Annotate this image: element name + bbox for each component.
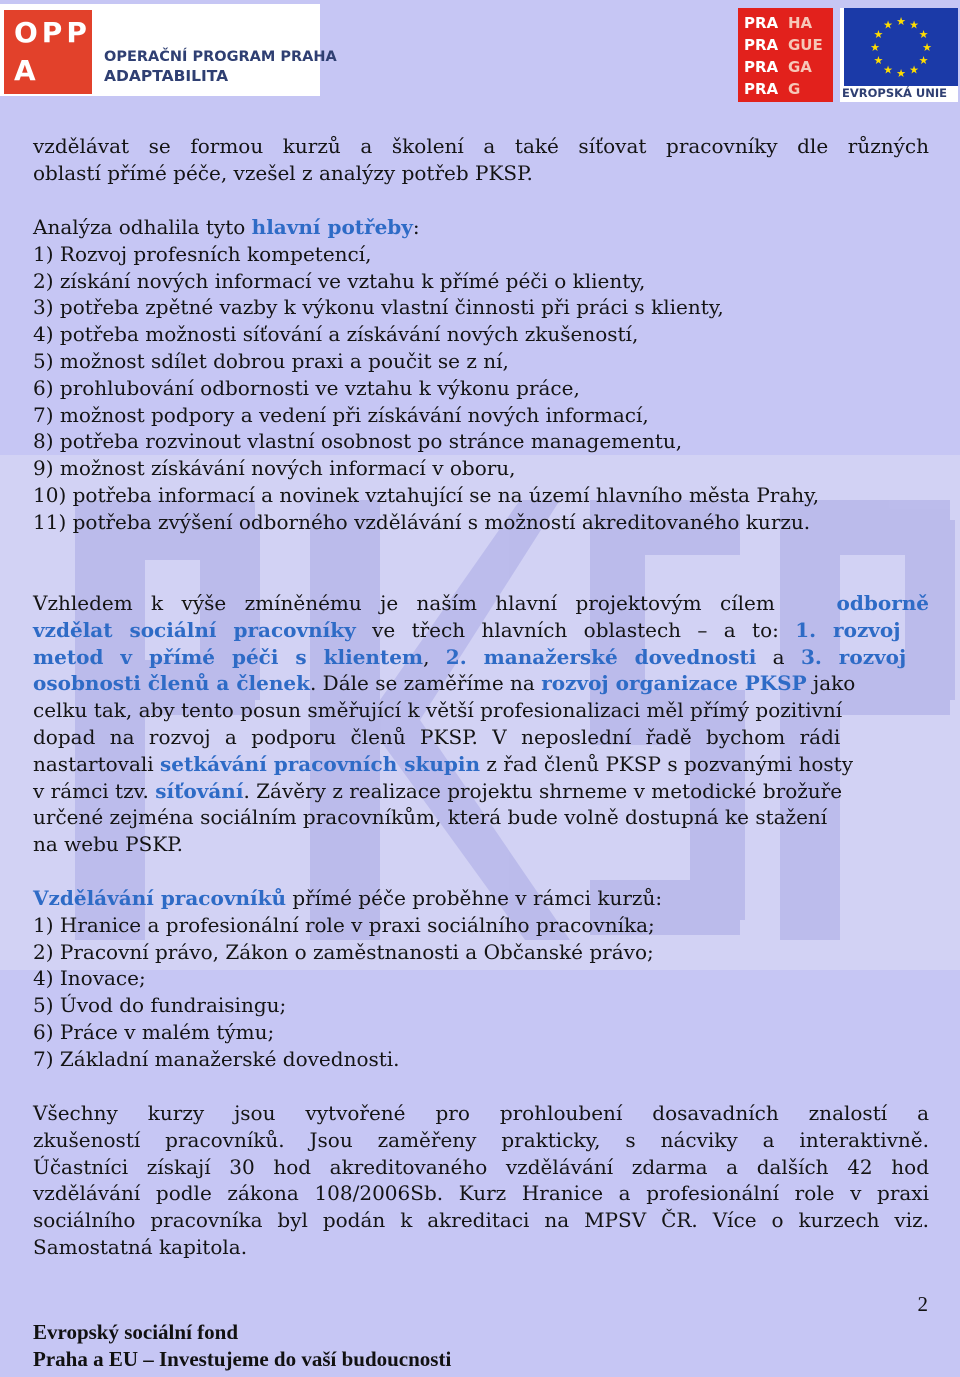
praha-logo-grid <box>744 12 832 100</box>
eu-star-icon: ★ <box>883 18 893 32</box>
praha-logo-row <box>744 56 832 78</box>
goal-line: v rámci tzv. síťování. Závěry z realizace projektu shrneme v metodické brožuře <box>33 778 843 803</box>
courses-list <box>33 912 929 1073</box>
footer-line2: Praha a EU – Investujeme do vaší budoucnosti <box>33 1347 452 1371</box>
eu-star-icon: ★ <box>883 63 893 77</box>
eu-star-icon: ★ <box>909 18 919 32</box>
needs-highlight: hlavní potřeby <box>251 215 413 239</box>
needs-lead: Analýza odhalila tyto hlavní potřeby: <box>33 215 420 239</box>
closing-line: vzdělávání podle zákona 108/2006Sb. Kurz Hranice a profesionální role v praxi <box>33 1181 929 1206</box>
eu-star-icon: ★ <box>909 63 919 77</box>
praha-logo-cell: PRA <box>744 58 779 76</box>
needs-list-item: 3) potřeba zpětné vazby k výkonu vlastní činnosti při práci s klienty, <box>33 295 724 320</box>
goal-line: osobnosti členů a členek. Dále se zaměříme na rozvoj organizace PKSP jako <box>33 671 856 696</box>
needs-list-item: 11) potřeba zvýšení odborného vzdělávání s možností akreditovaného kurzu. <box>33 509 811 534</box>
closing-line: Všechny kurzy jsou vytvořené pro prohloubení dosavadních znalostí a <box>33 1101 929 1125</box>
intro-line: vzdělávat se formou kurzů a školení a také síťovat pracovníky dle různých <box>33 134 929 158</box>
course-list-item: 5) Úvod do fundraisingu; <box>33 993 287 1018</box>
intro-paragraph <box>33 133 929 187</box>
praha-logo-row <box>744 34 832 56</box>
praha-logo-cell: GUE <box>788 36 823 54</box>
courses-lead: Vzdělávání pracovníků přímé péče proběhne v rámci kurzů: <box>33 886 663 910</box>
opp-logo-line2: ADAPTABILITA <box>104 67 229 85</box>
praha-logo-cell: PRA <box>744 80 779 98</box>
closing-line: zkušeností pracovníků. Jsou zaměřeny prakticky, s nácviky a interaktivně. <box>33 1127 929 1152</box>
eu-star-icon: ★ <box>922 41 932 54</box>
needs-list-item: 9) možnost získávání nových informací v oboru, <box>33 456 516 481</box>
courses-section <box>33 885 929 1073</box>
goal-line: Vzhledem k výše zmíněnému je naším hlavní projektovým cílem odborně <box>33 591 929 615</box>
needs-list-item: 7) možnost podpory a vedení při získávání nových informací, <box>33 402 649 427</box>
needs-list-item: 4) potřeba možnosti síťování a získávání nových zkušeností, <box>33 322 639 347</box>
opp-praha-adaptabilita-logo <box>0 4 337 96</box>
goal-line: určené zejména sociálním pracovníkům, která bude volně dostupná ke stažení <box>33 805 828 830</box>
eu-star-icon: ★ <box>873 54 884 67</box>
eu-logo-label: EVROPSKÁ UNIE <box>842 86 948 100</box>
praha-logo-cell: HA <box>788 14 813 32</box>
goal-line: celku tak, aby tento posun směřující k větší profesionalizaci měl přímý pozitivní <box>33 698 843 723</box>
goal-line: dopad na rozvoj a podporu členů PKSP. V neposlední řadě bychom rádi <box>33 724 841 749</box>
eu-star-icon: ★ <box>870 41 880 54</box>
eu-star-icon: ★ <box>918 54 929 67</box>
goal-line: nastartovali setkávání pracovních skupin z řad členů PKSP s pozvanými hosty <box>33 751 854 776</box>
needs-list-item: 1) Rozvoj profesních kompetencí, <box>33 241 372 266</box>
opp-logo-mark <box>4 10 92 94</box>
courses-highlight: Vzdělávání pracovníků <box>33 886 286 910</box>
praha-logo-cell: G <box>788 80 801 98</box>
praha-logo-row <box>744 12 832 34</box>
needs-list-item: 5) možnost sdílet dobrou praxi a poučit se z ní, <box>33 348 509 373</box>
eu-star-icon: ★ <box>918 28 929 41</box>
goal-paragraph <box>33 590 929 858</box>
course-list-item: 2) Pracovní právo, Zákon o zaměstnanosti a Občanské právo; <box>33 939 654 964</box>
course-list-item: 6) Práce v malém týmu; <box>33 1019 275 1044</box>
closing-line: Samostatná kapitola. <box>33 1234 248 1259</box>
course-list-item: 4) Inovace; <box>33 966 146 991</box>
opp-logo-line1: OPERAČNÍ PROGRAM PRAHA <box>104 49 337 65</box>
opp-logo-letters: OPP A <box>14 16 91 87</box>
course-list-item: 7) Základní manažerské dovednosti. <box>33 1046 400 1071</box>
needs-list-item: 6) prohlubování odbornosti ve vztahu k výkonu práce, <box>33 375 580 400</box>
needs-list-item: 10) potřeba informací a novinek vztahující se na území hlavního města Prahy, <box>33 482 820 507</box>
praha-logo-cell: PRA <box>744 36 779 54</box>
course-list-item: 1) Hranice a profesionální role v praxi sociálního pracovníka; <box>33 912 655 937</box>
eu-logo <box>840 8 958 102</box>
intro-line: oblastí přímé péče, vzešel z analýzy potřeb PKSP. <box>33 160 533 185</box>
page-number: 2 <box>917 1292 928 1316</box>
praha-city-logo <box>738 8 833 102</box>
praha-logo-row <box>744 78 832 100</box>
eu-star-icon: ★ <box>896 67 906 80</box>
eu-flag-icon <box>844 8 958 86</box>
goal-line: vzdělat sociální pracovníky ve třech hlavních oblastech – a to: 1. rozvoj <box>33 617 901 642</box>
footer-line1: Evropský sociální fond <box>33 1320 239 1344</box>
eu-star-icon: ★ <box>873 28 884 41</box>
praha-logo-cell: PRA <box>744 14 779 32</box>
needs-section <box>33 214 929 536</box>
needs-list-item: 8) potřeba rozvinout vlastní osobnost po stránce managementu, <box>33 429 683 454</box>
eu-star-icon: ★ <box>896 15 906 28</box>
closing-line: Účastníci získají 30 hod akreditovaného vzdělávání zdarma a dalších 42 hod <box>33 1154 929 1179</box>
praha-logo-cell: GA <box>788 58 812 76</box>
goal-line: metod v přímé péči s klientem, 2. manažerské dovednosti a 3. rozvoj <box>33 644 907 669</box>
closing-line: sociálního pracovníka byl podán k akreditaci na MPSV ČR. Více o kurzech viz. <box>33 1208 929 1233</box>
closing-paragraph <box>33 1100 929 1261</box>
needs-list-item: 2) získání nových informací ve vztahu k přímé péči o klienty, <box>33 268 646 293</box>
goal-line: na webu PSKP. <box>33 832 184 857</box>
needs-list <box>33 241 929 536</box>
